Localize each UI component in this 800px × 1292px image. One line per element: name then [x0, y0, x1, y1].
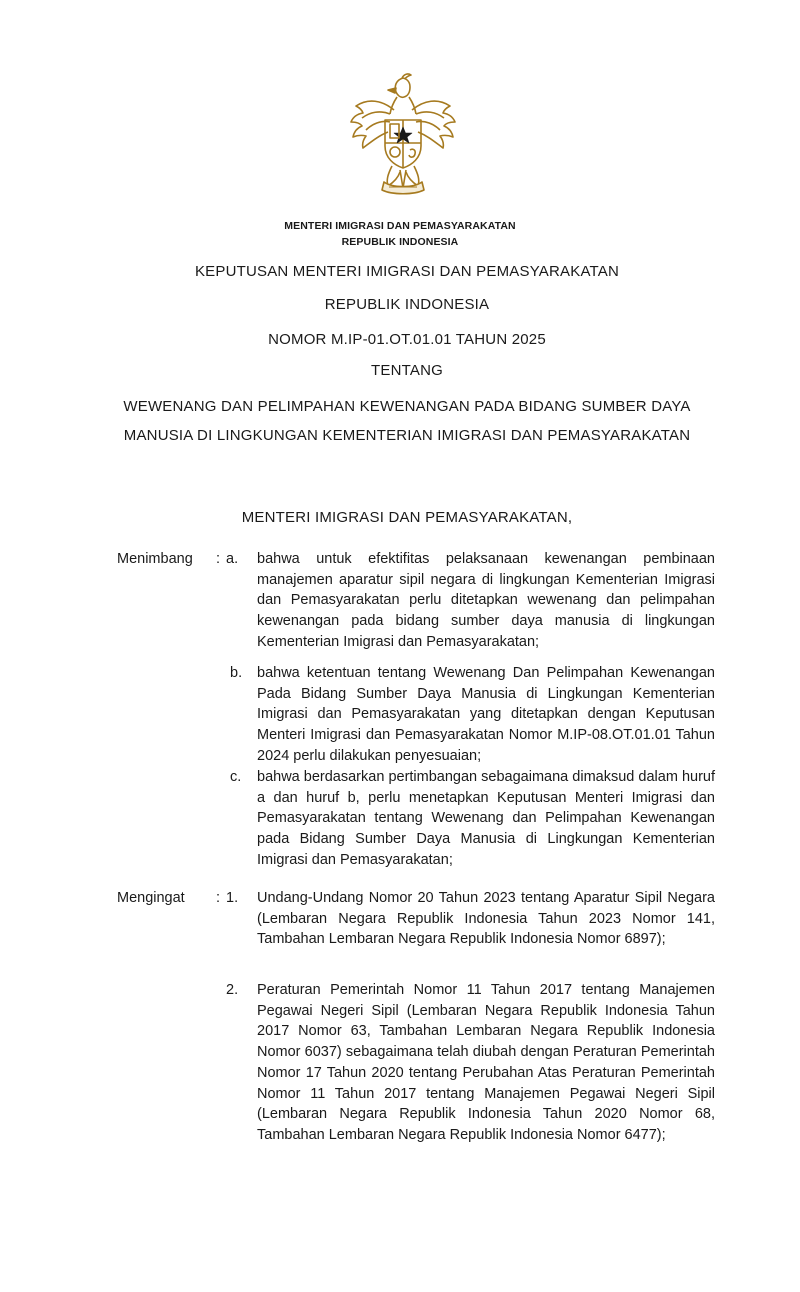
mengingat-item-1: Undang-Undang Nomor 20 Tahun 2023 tentang Aparatur Sipil Negara (Lembaran Negara Republik Indonesia Tahun 2023 Nomor 141, Tambahan Lembaran Negara Republik Indonesia Nomor 6897); — [257, 890, 715, 948]
menimbang-marker-a: a. — [226, 551, 239, 567]
decree-number: NOMOR M.IP-01.OT.01.01 TAHUN 2025 — [268, 331, 546, 348]
decree-about: TENTANG — [371, 362, 443, 379]
menimbang-item-c: bahwa berdasarkan pertimbangan sebagaimana dimaksud dalam huruf a dan huruf b, perlu menetapkan Keputusan Menteri Imigrasi dan Pemasyarakatan tentang Wewenang dan Pelimpahan Kewenangan pada Bidang Sumber Daya Manusia di Lingkungan Kementerian Imigrasi dan Pemasyarakatan; — [257, 769, 715, 868]
mengingat-label: Mengingat — [117, 890, 185, 906]
mengingat-marker-1: 1. — [226, 890, 239, 906]
decree-title: KEPUTUSAN MENTERI IMIGRASI DAN PEMASYARAKATAN — [194, 263, 620, 280]
mengingat-marker-2: 2. — [226, 982, 239, 998]
menimbang-marker-b: b. — [230, 665, 243, 681]
mengingat-item-2: Peraturan Pemerintah Nomor 11 Tahun 2017 tentang Manajemen Pegawai Negeri Sipil (Lembaran Negara Republik Indonesia Tahun 2017 Nomor 63, Tambahan Lembaran Negara Republik Indonesia Nomor 6037) sebagaimana telah diubah dengan Peraturan Pemerintah Nomor 17 Tahun 2020 tentang Perubahan Atas Peraturan Pemerintah Nomor 11 Tahun 2017 tentang Manajemen Pegawai Negeri Sipil (Lembaran Negara Republik Indonesia Tahun 2020 Nomor 68, Tambahan Lembaran Negara Republik Indonesia Nomor 6477); — [257, 982, 715, 1143]
menimbang-item-a: bahwa untuk efektifitas pelaksanaan kewenangan pembinaan manajemen aparatur sipil negara di lingkungan Kementerian Imigrasi dan Pemasyarakatan perlu ditetapkan wewenang dan pelimpahan kewenangan pada bidang sumber daya manusia di lingkungan Kementerian Imigrasi dan Pemasyarakatan; — [257, 551, 715, 650]
menimbang-item-b: bahwa ketentuan tentang Wewenang Dan Pelimpahan Kewenangan Pada Bidang Sumber Daya Manusia di Lingkungan Kementerian Imigrasi dan Pemasyarakatan yang ditetapkan dengan Keputusan Menteri Imigrasi dan Pemasyarakatan Nomor M.IP-08.OT.01.01 Tahun 2024 perlu dilakukan penyesuaian; — [257, 665, 715, 764]
garuda-pancasila-emblem-icon — [344, 70, 462, 200]
decree-subject-line-2: MANUSIA DI LINGKUNGAN KEMENTERIAN IMIGRASI DAN PEMASYARAKATAN — [123, 427, 691, 444]
decree-subject-line-1: WEWENANG DAN PELIMPAHAN KEWENANGAN PADA BIDANG SUMBER DAYA — [123, 398, 691, 415]
menimbang-separator: : — [216, 551, 221, 567]
issuer-line-1: MENTERI IMIGRASI DAN PEMASYARAKATAN — [284, 220, 516, 232]
mengingat-separator: : — [216, 890, 221, 906]
menimbang-marker-c: c. — [230, 769, 242, 785]
menimbang-label: Menimbang — [117, 551, 193, 567]
decree-title-country: REPUBLIK INDONESIA — [324, 296, 490, 313]
issuing-official: MENTERI IMIGRASI DAN PEMASYARAKATAN, — [241, 509, 573, 526]
issuer-line-2: REPUBLIK INDONESIA — [341, 236, 459, 248]
